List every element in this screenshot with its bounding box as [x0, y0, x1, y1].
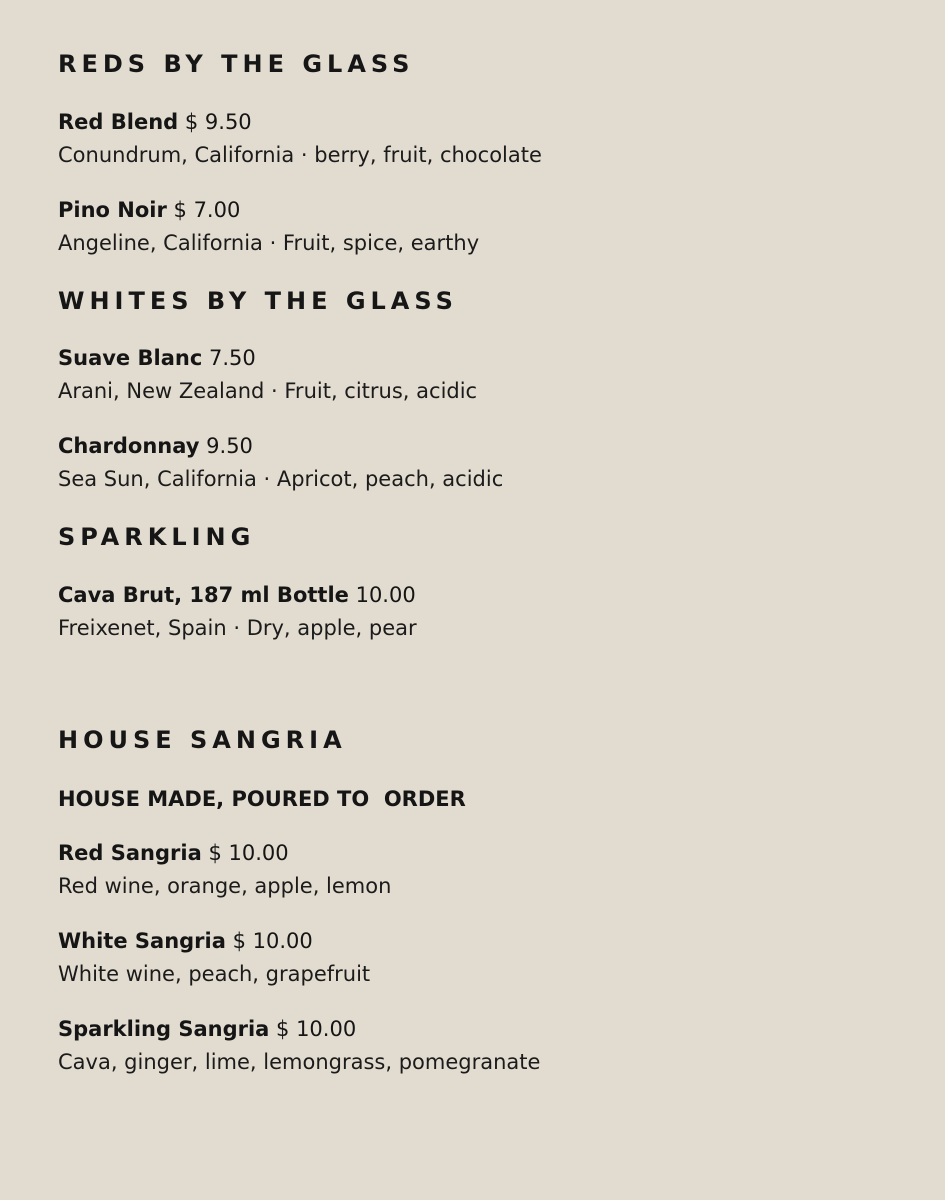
section-title: HOUSE SANGRIA	[58, 726, 347, 754]
item-name: White Sangria	[58, 929, 226, 953]
section-title: WHITES BY THE GLASS	[58, 287, 458, 315]
menu-item	[58, 430, 918, 496]
item-name: Red Sangria	[58, 841, 202, 865]
section-subheading: HOUSE MADE, POURED TO ORDER	[58, 787, 466, 811]
item-description: Arani, New Zealand · Fruit, citrus, acidic	[58, 379, 478, 403]
item-price: 7.50	[208, 346, 256, 370]
menu-item	[58, 342, 918, 408]
menu-item	[58, 579, 918, 645]
item-price: $ 10.00	[208, 841, 289, 865]
item-name: Suave Blanc	[58, 346, 203, 370]
section-house-sangria	[58, 725, 918, 1079]
item-price: $ 10.00	[232, 929, 313, 953]
section-title: REDS BY THE GLASS	[58, 50, 415, 78]
item-price: $ 7.00	[173, 198, 241, 222]
section-whites	[58, 286, 918, 496]
item-name: Cava Brut, 187 ml Bottle	[58, 583, 349, 607]
menu-item	[58, 837, 918, 903]
section-sparkling	[58, 522, 918, 645]
item-name: Pino Noir	[58, 198, 167, 222]
item-description: Angeline, California · Fruit, spice, earthy	[58, 231, 480, 255]
menu-item	[58, 925, 918, 991]
item-price: 9.50	[206, 434, 253, 458]
item-price: $ 10.00	[276, 1017, 357, 1041]
item-price: $ 9.50	[184, 110, 252, 134]
item-description: Conundrum, California · berry, fruit, chocolate	[58, 143, 542, 167]
item-description: Freixenet, Spain · Dry, apple, pear	[58, 616, 417, 640]
item-description: Cava, ginger, lime, lemongrass, pomegranate	[58, 1050, 541, 1074]
item-name: Chardonnay	[58, 434, 200, 458]
section-reds	[58, 49, 918, 260]
item-name: Sparkling Sangria	[58, 1017, 270, 1041]
item-description: White wine, peach, grapefruit	[58, 962, 371, 986]
item-description: Sea Sun, California · Apricot, peach, acidic	[58, 467, 504, 491]
menu-item	[58, 106, 918, 172]
item-name: Red Blend	[58, 110, 179, 134]
section-title: SPARKLING	[58, 523, 256, 551]
menu-item	[58, 1013, 918, 1079]
item-description: Red wine, orange, apple, lemon	[58, 874, 392, 898]
menu-item	[58, 194, 918, 260]
item-price: 10.00	[355, 583, 416, 607]
